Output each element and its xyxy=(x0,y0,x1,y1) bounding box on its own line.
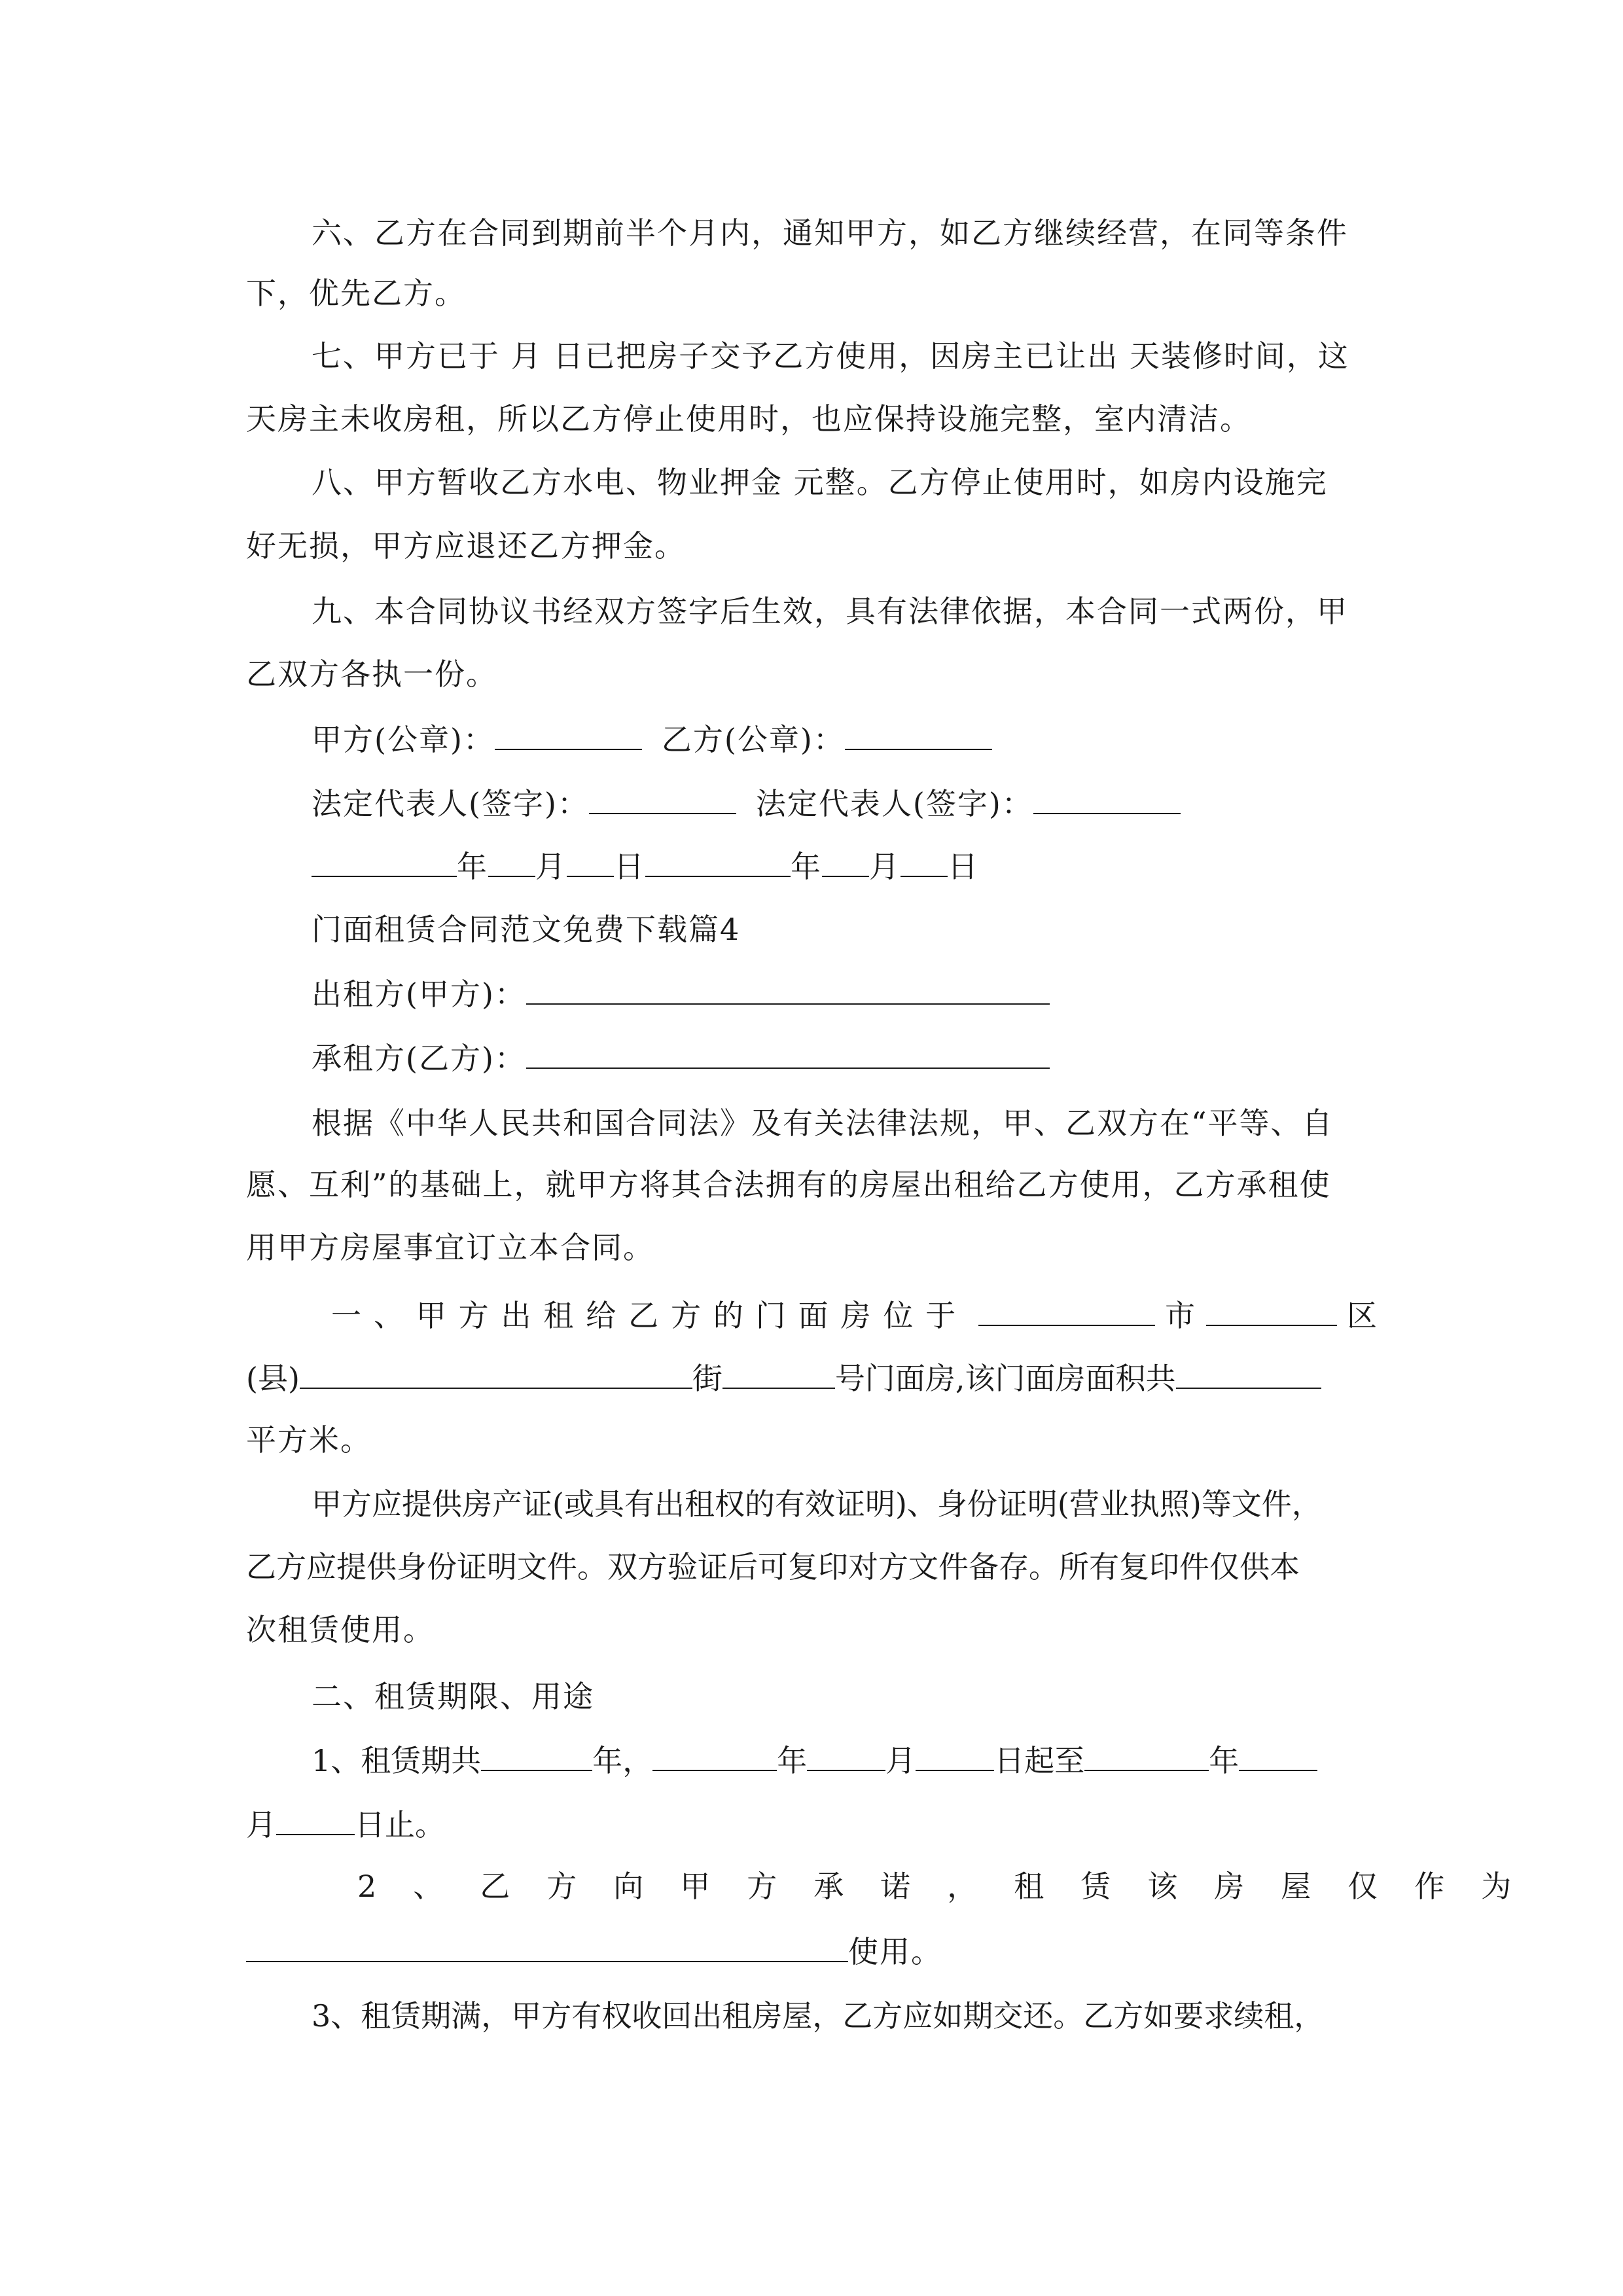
start-year-blank xyxy=(652,1740,777,1771)
article-two-title: 二、租赁期限、用途 xyxy=(312,1679,594,1714)
documents-line-1: 甲方应提供房产证(或具有出租权的有效证明)、身份证明(营业执照)等文件， xyxy=(312,1486,1322,1522)
documents-line-3: 次租赁使用。 xyxy=(246,1612,435,1647)
rep-a-label: 法定代表人(签字)： xyxy=(312,786,589,821)
district-label: 区 xyxy=(1347,1298,1377,1333)
start-month-label: 月 xyxy=(885,1743,916,1778)
date-b-day-blank xyxy=(901,846,948,877)
clause-nine-line-2: 乙双方各执一份。 xyxy=(246,656,497,692)
lessor-label: 出租方(甲方)： xyxy=(312,977,526,1012)
lessor-row xyxy=(312,973,1377,1013)
date-a-year-blank xyxy=(312,846,457,877)
county-label: (县) xyxy=(246,1361,300,1396)
date-b-year-label: 年 xyxy=(791,849,822,884)
end-month-blank xyxy=(1239,1740,1317,1771)
location-blank-2 xyxy=(1206,1295,1337,1326)
term-line-2 xyxy=(246,1804,1377,1843)
date-row xyxy=(312,846,1377,885)
article-one-line-3: 平方米。 xyxy=(246,1422,372,1458)
date-a-day-blank xyxy=(567,846,614,877)
article-one-line-2 xyxy=(246,1357,1377,1397)
clause-eight-line-2: 好无损，甲方应退还乙方押金。 xyxy=(246,528,686,564)
rep-b-blank xyxy=(1033,783,1181,814)
party-a-seal-blank xyxy=(495,719,642,750)
start-month-blank xyxy=(807,1740,885,1771)
lessee-label: 承租方(乙方)： xyxy=(312,1041,526,1076)
party-b-seal-label: 乙方(公章)： xyxy=(661,722,845,757)
end-day-label: 日止。 xyxy=(355,1807,445,1842)
article-one-text: 一、甲方出租给乙方的门面房位于 xyxy=(331,1298,969,1333)
term-years-label: 年， xyxy=(592,1743,653,1778)
date-b-month-label: 月 xyxy=(869,849,901,884)
date-a-day-label: 日 xyxy=(614,849,645,884)
street-blank xyxy=(722,1357,835,1389)
clause-six-line-1: 六、乙方在合同到期前半个月内，通知甲方，如乙方继续经营，在同等条件 xyxy=(312,215,1348,251)
clause-nine-line-1: 九、本合同协议书经双方签字后生效，具有法律依据，本合同一式两份，甲 xyxy=(312,594,1348,629)
term-years-blank xyxy=(481,1740,592,1771)
clause-six-line-2: 下，优先乙方。 xyxy=(246,276,466,311)
start-day-blank xyxy=(916,1740,994,1771)
term-label: 1、租赁期共 xyxy=(312,1743,482,1778)
city-label: 市 xyxy=(1165,1298,1196,1333)
street-label: 街 xyxy=(692,1361,722,1396)
end-day-blank xyxy=(276,1804,355,1835)
date-a-month-blank xyxy=(488,846,535,877)
date-a-month-label: 月 xyxy=(535,849,567,884)
area-blank xyxy=(1176,1357,1321,1389)
representative-signature-row xyxy=(312,783,1377,822)
intro-line-3: 用甲方房屋事宜订立本合同。 xyxy=(246,1230,654,1265)
use-label: 使用。 xyxy=(848,1934,942,1969)
location-blank-1 xyxy=(978,1295,1155,1326)
end-year-blank xyxy=(1084,1740,1209,1771)
party-a-seal-label: 甲方(公章)： xyxy=(312,722,495,757)
intro-line-1: 根据《中华人民共和国合同法》及有关法律法规，甲、乙双方在“平等、自 xyxy=(312,1105,1334,1141)
start-day-label: 日起至 xyxy=(994,1743,1085,1778)
seal-signature-row xyxy=(312,719,1377,758)
rep-a-blank xyxy=(589,783,736,814)
document-page xyxy=(246,0,1548,2296)
use-blank xyxy=(246,1931,848,1962)
end-month-label: 月 xyxy=(246,1807,276,1842)
intro-line-2: 愿、互利”的基础上，就甲方将其合法拥有的房屋出租给乙方使用，乙方承租使 xyxy=(246,1167,1331,1202)
date-b-year-blank xyxy=(645,846,791,877)
shop-number-text: 号门面房,该门面房面积共 xyxy=(834,1361,1176,1396)
section-title: 门面租赁合同范文免费下载篇4 xyxy=(312,912,741,947)
lessor-blank xyxy=(526,973,1050,1005)
lessee-blank xyxy=(526,1037,1050,1069)
date-b-month-blank xyxy=(822,846,869,877)
rep-b-label: 法定代表人(签字)： xyxy=(755,786,1033,821)
use-line-2 xyxy=(246,1931,1377,1970)
documents-line-2: 乙方应提供身份证明文件。双方验证后可复印对方文件备存。所有复印件仅供本 xyxy=(246,1549,1300,1585)
clause-eight-line-1: 八、甲方暂收乙方水电、物业押金 元整。乙方停止使用时，如房内设施完 xyxy=(312,465,1328,500)
date-a-year-label: 年 xyxy=(457,849,488,884)
article-three-line-1: 3、租赁期满，甲方有权收回出租房屋，乙方应如期交还。乙方如要求续租， xyxy=(312,1998,1325,2034)
clause-seven-line-2: 天房主未收房租，所以乙方停止使用时，也应保持设施完整，室内清洁。 xyxy=(246,401,1251,437)
end-year-label: 年 xyxy=(1209,1743,1240,1778)
term-line-1 xyxy=(312,1740,1377,1779)
article-one-line-1 xyxy=(331,1295,1377,1334)
lessee-row xyxy=(312,1037,1377,1077)
county-blank xyxy=(300,1357,692,1389)
party-b-seal-blank xyxy=(845,719,992,750)
start-year-label: 年 xyxy=(777,1743,808,1778)
date-b-day-label: 日 xyxy=(948,849,979,884)
clause-seven-line-1: 七、甲方已于 月 日已把房子交予乙方使用，因房主已让出 天装修时间，这 xyxy=(312,338,1349,374)
use-line-1: 2、乙方向甲方承诺，租赁该房屋仅作为 xyxy=(357,1869,1548,1904)
